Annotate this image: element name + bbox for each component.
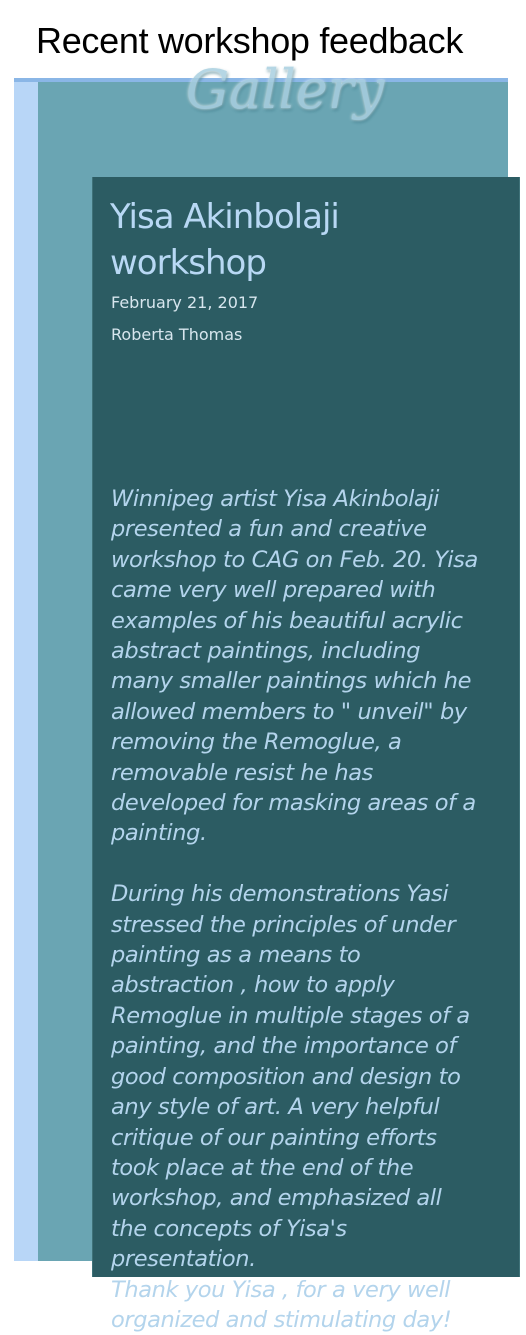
post-body [111,484,521,1335]
body-line: During his demonstrations Yasi [111,881,449,908]
post-title-line: workshop [110,243,266,283]
site-logo[interactable]: Gallery [186,58,385,121]
body-line: abstract paintings, including [111,638,421,665]
body-line: critique of our painting efforts [111,1124,437,1151]
body-line: presentation. [111,1246,256,1273]
post-paragraph [111,879,521,1274]
body-line: Winnipeg artist Yisa Akinbolaji [111,486,440,512]
body-line: presented a fun and creative [111,516,427,543]
body-line: stressed the principles of under [111,911,456,938]
body-line: painting, and the importance of [111,1033,457,1060]
body-line: organized and stimulating day! [111,1306,452,1333]
body-line: took place at the end of the [111,1154,414,1181]
body-line: removable resist he has [111,759,373,786]
body-line: painting. [111,820,207,847]
body-line: developed for masking areas of a [111,790,476,817]
page-title: Recent workshop feedback [36,20,464,61]
site-background [38,58,508,1333]
paragraph-spacer [111,849,521,879]
body-line: painting as a means to [111,942,361,969]
post-title-line: Yisa Akinbolaji [110,197,339,237]
body-line: abstraction , how to apply [111,972,395,999]
body-line: good composition and design to [111,1063,461,1090]
body-line: any style of art. A very helpful [111,1094,440,1121]
body-line: many smaller paintings which he [111,668,472,695]
body-line: came very well prepared with [111,577,436,604]
body-line: removing the Remoglue, a [111,729,402,756]
body-line: Thank you Yisa , for a very well [111,1276,451,1303]
body-line: workshop to CAG on Feb. 20. Yisa [111,546,478,573]
post-paragraph [111,484,521,849]
body-line: workshop, and emphasized all [111,1185,442,1212]
post-author[interactable]: Roberta Thomas [111,325,243,344]
post-date: February 21, 2017 [111,293,259,312]
body-line: examples of his beautiful acrylic [111,607,463,634]
post-title[interactable] [110,194,510,286]
body-line: Remoglue in multiple stages of a [111,1002,470,1029]
post-card [92,177,520,1333]
body-line: allowed members to " unveil" by [111,698,467,725]
body-line: the concepts of Yisa's [111,1215,347,1242]
post-paragraph [111,1275,521,1335]
embedded-page-frame [14,58,508,1333]
